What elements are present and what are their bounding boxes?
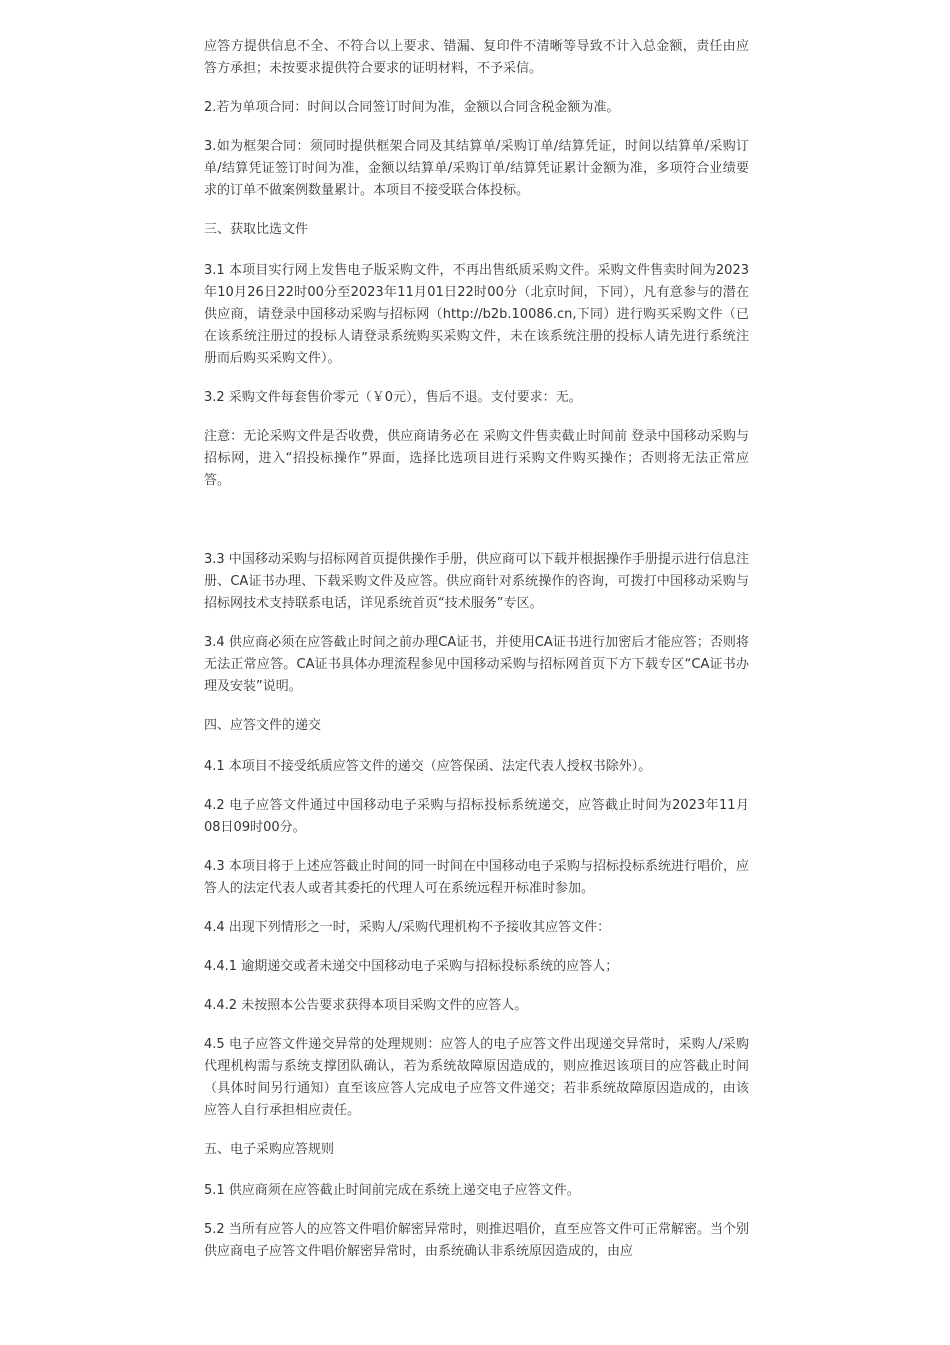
blank-spacer: [204, 509, 749, 549]
paragraph-3-3: 3.3 中国移动采购与招标网首页提供操作手册，供应商可以下载并根据操作手册提示进行信息注册、CA证书办理、下载采购文件及应答。供应商针对系统操作的咨询，可拨打中国移动采购与招标网技术支持联系电话，详见系统首页“技术服务”专区。: [204, 552, 749, 611]
paragraph-framework-contract: 3.如为框架合同：须同时提供框架合同及其结算单/采购订单/结算凭证，时间以结算单/采购订单/结算凭证签订时间为准，金额以结算单/采购订单/结算凭证累计金额为准，多项符合业绩要求的订单不做案例数量累计。本项目不接受联合体投标。: [204, 139, 749, 198]
section-heading-obtain-documents: 三、获取比选文件: [204, 222, 309, 237]
paragraph-3-1: 3.1 本项目实行网上发售电子版采购文件，不再出售纸质采购文件。采购文件售卖时间为2023年10月26日22时00分至2023年11月01日22时00分（北京时间，下同），凡有意参与的潜在供应商，请登录中国移动采购与招标网（http://b2b.10086.cn,下同）进行购买采购文件（已在该系统注册过的投标人请登录系统购买采购文件，未在该系统注册的投标人请先进行系统注册而后购买采购文件）。: [204, 263, 749, 366]
paragraph-notice: 注意：无论采购文件是否收费，供应商请务必在 采购文件售卖截止时间前 登录中国移动采购与招标网，进入“招投标操作”界面，选择比选项目进行采购文件购买操作；否则将无法正常应答。: [204, 429, 749, 488]
document-page: [204, 36, 749, 1280]
paragraph-4-3: 4.3 本项目将于上述应答截止时间的同一时间在中国移动电子采购与招标投标系统进行唱价，应答人的法定代表人或者其委托的代理人可在系统远程开标准时参加。: [204, 859, 749, 896]
paragraph-4-4-1: 4.4.1 逾期递交或者未递交中国移动电子采购与招标投标系统的应答人；: [204, 959, 619, 974]
paragraph-3-4: 3.4 供应商必须在应答截止时间之前办理CA证书，并使用CA证书进行加密后才能应答；否则将无法正常应答。CA证书具体办理流程参见中国移动采购与招标网首页下方下载专区“CA证书办理及安装”说明。: [204, 635, 749, 694]
paragraph-5-2: 5.2 当所有应答人的应答文件唱价解密异常时，则推迟唱价，直至应答文件可正常解密。当个别供应商电子应答文件唱价解密异常时，由系统确认非系统原因造成的，由应: [204, 1222, 749, 1259]
paragraph-4-4-2: 4.4.2 未按照本公告要求获得本项目采购文件的应答人。: [204, 998, 528, 1013]
section-heading-response-rules: 五、电子采购应答规则: [204, 1142, 335, 1157]
paragraph-5-1: 5.1 供应商须在应答截止时间前完成在系统上递交电子应答文件。: [204, 1183, 580, 1198]
paragraph-materials-note: 应答方提供信息不全、不符合以上要求、错漏、复印件不清晰等导致不计入总金额，责任由应答方承担；未按要求提供符合要求的证明材料，不予采信。: [204, 39, 749, 76]
paragraph-3-2: 3.2 采购文件每套售价零元（￥0元），售后不退。支付要求：无。: [204, 390, 582, 405]
paragraph-4-2: 4.2 电子应答文件通过中国移动电子采购与招标投标系统递交，应答截止时间为2023年11月08日09时00分。: [204, 798, 749, 835]
paragraph-4-4: 4.4 出现下列情形之一时，采购人/采购代理机构不予接收其应答文件：: [204, 920, 611, 935]
paragraph-4-1: 4.1 本项目不接受纸质应答文件的递交（应答保函、法定代表人授权书除外）。: [204, 759, 652, 774]
paragraph-4-5: 4.5 电子应答文件递交异常的处理规则：应答人的电子应答文件出现递交异常时，采购人/采购代理机构需与系统支撑团队确认，若为系统故障原因造成的，则应推迟该项目的应答截止时间（具体时间另行通知）直至该应答人完成电子应答文件递交；若非系统故障原因造成的，由该应答人自行承担相应责任。: [204, 1037, 749, 1118]
paragraph-single-contract: 2.若为单项合同：时间以合同签订时间为准，金额以合同含税金额为准。: [204, 100, 620, 115]
section-heading-submission: 四、应答文件的递交: [204, 718, 322, 733]
